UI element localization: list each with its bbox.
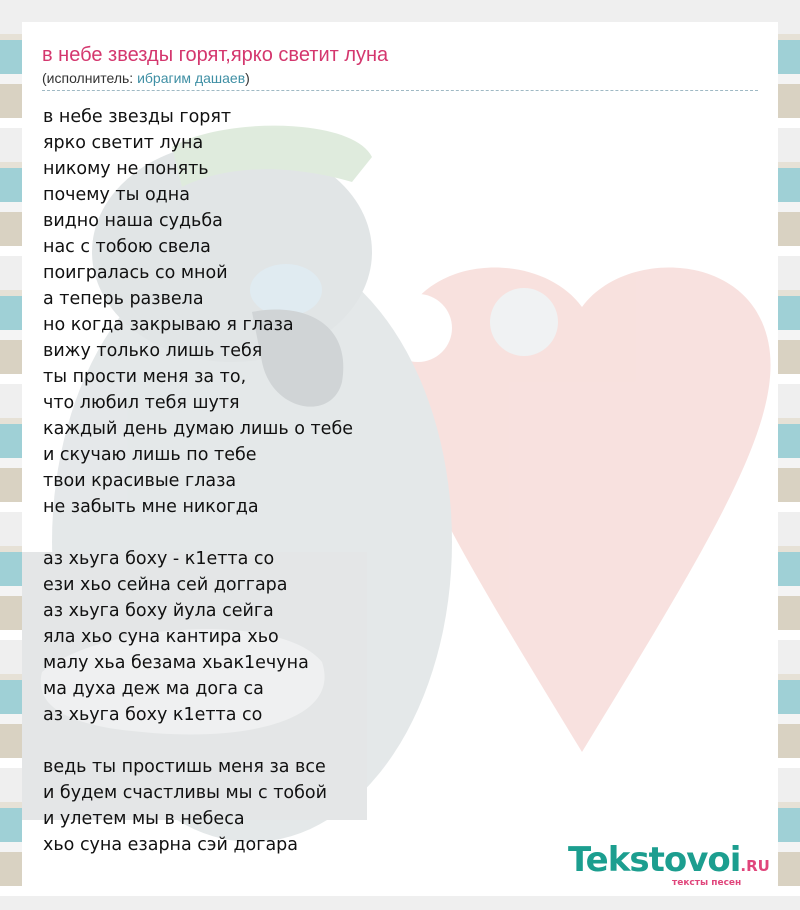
- lyric-line: нас с тобою свела: [43, 237, 211, 257]
- lyric-line: никому не понять: [43, 159, 209, 179]
- lyric-line: твои красивые глаза: [43, 471, 237, 491]
- lyric-line: ярко светит луна: [43, 133, 204, 153]
- lyric-line: ези хьо сейна сей доггара: [43, 575, 288, 595]
- lyric-line: и улетем мы в небеса: [43, 809, 245, 829]
- byline-close: ): [245, 70, 250, 86]
- lyric-line: и будем счастливы мы с тобой: [43, 783, 328, 803]
- logo-tagline: тексты песен: [672, 878, 742, 888]
- lyric-line: почему ты одна: [43, 185, 190, 205]
- lyric-line: но когда закрываю я глаза: [43, 315, 294, 335]
- lyric-line: видно наша судьба: [43, 211, 223, 231]
- lyric-line: хьо суна езарна сэй догара: [43, 835, 298, 855]
- lyric-line: и скучаю лишь по тебе: [43, 445, 257, 465]
- verse-3: [43, 754, 353, 858]
- lyric-line: каждый день думаю лишь о тебе: [43, 419, 354, 439]
- byline-open: (исполнитель:: [42, 70, 138, 86]
- lyric-line: вижу только лишь тебя: [43, 341, 263, 361]
- artist-link[interactable]: ибрагим дашаев: [137, 70, 246, 86]
- lyric-line: ты прости меня за то,: [43, 367, 247, 387]
- tekstovoi-logo[interactable]: [568, 840, 770, 888]
- lyric-line: а теперь развела: [43, 289, 204, 309]
- artist-byline: [42, 68, 758, 91]
- lyric-line: в небе звезды горят: [43, 107, 232, 127]
- song-title: в небе звезды горят,ярко светит луна: [42, 44, 389, 66]
- lyric-line: аз хьуга боху - к1етта со: [43, 549, 275, 569]
- lyrics-text: [43, 104, 353, 858]
- verse-1: [43, 104, 353, 520]
- lyrics-card: [22, 22, 778, 888]
- lyric-line: аз хьуга боху к1етта со: [43, 705, 263, 725]
- song-header: [42, 42, 758, 91]
- verse-gap: [43, 520, 353, 546]
- verse-2: [43, 546, 353, 728]
- lyric-line: ведь ты простишь меня за все: [43, 757, 326, 777]
- verse-gap: [43, 728, 353, 754]
- lyric-line: ма духа деж ма дога са: [43, 679, 264, 699]
- lyric-line: что любил тебя шутя: [43, 393, 240, 413]
- lyric-line: аз хьуга боху йула сейга: [43, 601, 274, 621]
- logo-tld: .RU: [740, 857, 770, 875]
- logo-name: Tekstovoi: [568, 840, 741, 880]
- lyric-line: яла хьо суна кантира хьо: [43, 627, 279, 647]
- pompom: [490, 288, 558, 356]
- lyric-line: малу хьа безама хьак1ечуна: [43, 653, 309, 673]
- lyric-line: не забыть мне никогда: [43, 497, 259, 517]
- lyric-line: поигралась со мной: [43, 263, 228, 283]
